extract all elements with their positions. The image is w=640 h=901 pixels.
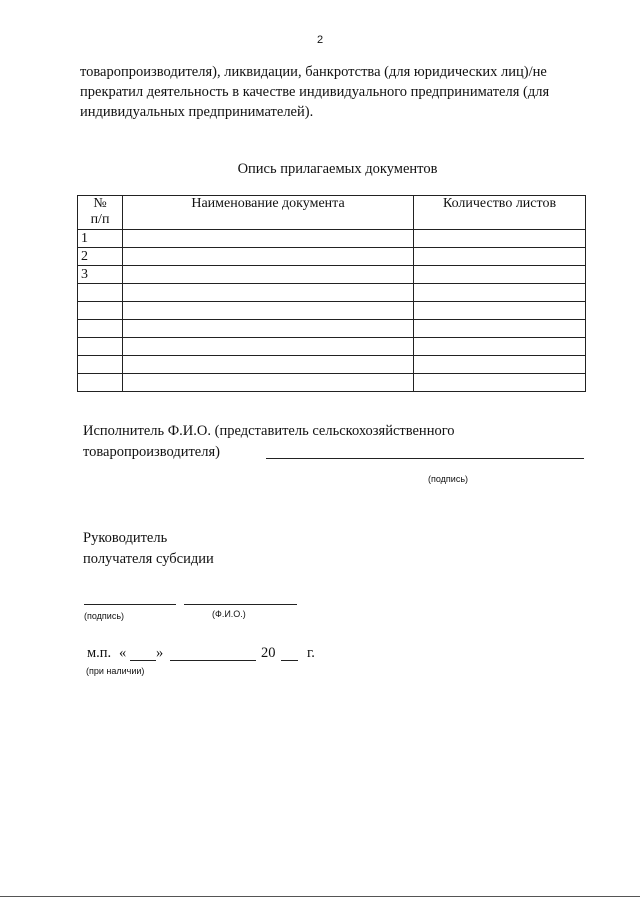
row-sheet-count-cell[interactable] [414, 302, 586, 320]
row-number-cell [78, 284, 123, 302]
header-number: № п/п [78, 196, 123, 230]
row-number-cell [78, 302, 123, 320]
day-close-quote: » [156, 645, 164, 661]
table-row [78, 356, 586, 374]
row-sheet-count-cell[interactable] [414, 248, 586, 266]
executor-label-line-1: Исполнитель Ф.И.О. (представитель сельскохозяйственного [83, 423, 455, 439]
seal-caption: (при наличии) [86, 666, 145, 676]
table-row [78, 374, 586, 392]
day-open-quote: « [119, 645, 127, 661]
page-number: 2 [316, 34, 324, 46]
header-document-name: Наименование документа [123, 196, 414, 230]
head-label-line-2: получателя субсидии [83, 551, 214, 567]
row-number-cell: 3 [78, 266, 123, 284]
table-title: Опись прилагаемых документов [237, 161, 438, 177]
row-sheet-count-cell[interactable] [414, 374, 586, 392]
table-row [78, 302, 586, 320]
row-number-cell [78, 320, 123, 338]
year-field[interactable] [281, 660, 298, 661]
year-prefix: 20 [261, 645, 276, 661]
row-sheet-count-cell[interactable] [414, 266, 586, 284]
intro-line-1: товаропроизводителя), ликвидации, банкротства (для юридических лиц)/не [80, 64, 547, 80]
table-row [78, 266, 586, 284]
table-row [78, 284, 586, 302]
head-signature-caption: (подпись) [84, 611, 125, 621]
intro-line-3: индивидуальных предпринимателей). [80, 104, 314, 120]
day-field[interactable] [130, 660, 156, 661]
head-fio-caption: (Ф.И.О.) [212, 609, 246, 619]
row-sheet-count-cell[interactable] [414, 320, 586, 338]
row-sheet-count-cell[interactable] [414, 356, 586, 374]
row-document-name-cell[interactable] [123, 230, 414, 248]
row-document-name-cell[interactable] [123, 356, 414, 374]
month-field[interactable] [170, 660, 256, 661]
row-document-name-cell[interactable] [123, 374, 414, 392]
table-row [78, 320, 586, 338]
row-sheet-count-cell[interactable] [414, 284, 586, 302]
row-document-name-cell[interactable] [123, 284, 414, 302]
intro-line-2: прекратил деятельность в качестве индивидуального предпринимателя (для [80, 84, 550, 100]
executor-signature-caption: (подпись) [428, 474, 469, 484]
executor-signature-line[interactable] [266, 458, 584, 459]
intro-paragraph [80, 62, 600, 122]
head-fio-line[interactable] [184, 604, 297, 605]
row-document-name-cell[interactable] [123, 320, 414, 338]
row-number-cell: 2 [78, 248, 123, 266]
row-number-cell [78, 356, 123, 374]
row-document-name-cell[interactable] [123, 248, 414, 266]
executor-label-line-2: товаропроизводителя) [83, 444, 220, 460]
table-row [78, 248, 586, 266]
head-label-line-1: Руководитель [83, 530, 168, 546]
row-sheet-count-cell[interactable] [414, 338, 586, 356]
table-row [78, 230, 586, 248]
year-suffix: г. [307, 645, 315, 661]
row-number-cell [78, 338, 123, 356]
table-row [78, 338, 586, 356]
row-document-name-cell[interactable] [123, 338, 414, 356]
row-number-cell [78, 374, 123, 392]
table-header-row [78, 196, 586, 230]
scan-edge-line [0, 896, 640, 897]
row-document-name-cell[interactable] [123, 302, 414, 320]
head-signature-line[interactable] [84, 604, 176, 605]
documents-table [77, 195, 586, 392]
row-sheet-count-cell[interactable] [414, 230, 586, 248]
seal-mark: м.п. [87, 645, 112, 661]
row-document-name-cell[interactable] [123, 266, 414, 284]
row-number-cell: 1 [78, 230, 123, 248]
header-sheet-count: Количество листов [414, 196, 586, 230]
